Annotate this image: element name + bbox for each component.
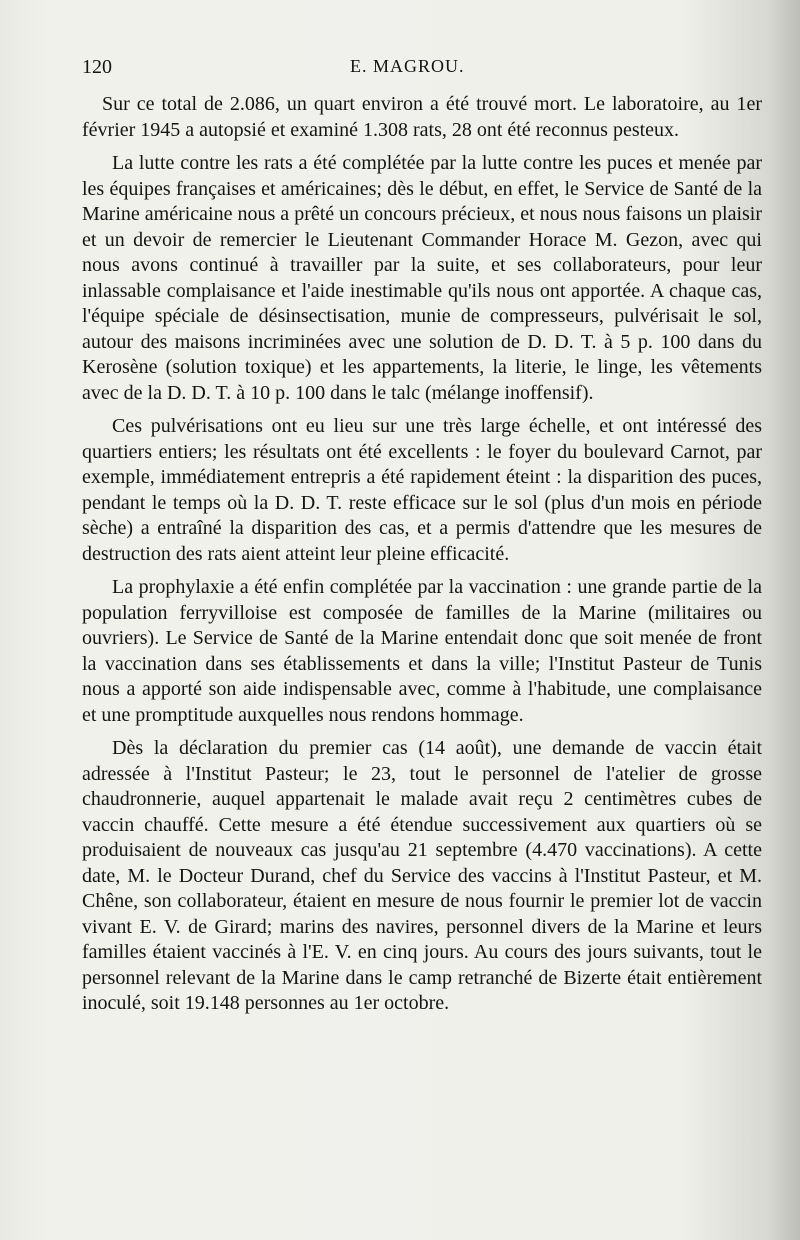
paragraph-flea-control: La lutte contre les rats a été complétée par la lutte contre les puces et menée par les équipes françaises et américaines; dès le début, en effet, le Service de Santé de la Marine américaine nous a prêté un concours précieux, et nous nous faisons un plaisir et un devoir de remercier le Lieutenant Commander Horace M. Gezon, avec qui nous avons continué à travailler par la suite, et ses collaborateurs, pour leur inlassable complaisance et l'aide inestimable qu'ils nous ont apportée. A chaque cas, l'équipe spéciale de désinsectisation, munie de compresseurs, pulvérisait le sol, autour des maisons incriminées avec une solution de D. D. T. à 5 p. 100 dans du Kerosène (solution toxique) et les appartements, la literie, le linge, les vêtements avec de la D. D. T. à 10 p. 100 dans le talc (mélange inoffensif).: [82, 152, 762, 404]
page-header: [82, 56, 760, 86]
paragraph-rat-autopsies: Sur ce total de 2.086, un quart environ a été trouvé mort. Le laboratoire, au 1er février 1945 a autopsié et examiné 1.308 rats, 28 ont été reconnus pesteux.: [82, 93, 762, 141]
body-text: [82, 92, 762, 1025]
page-number: 120: [82, 56, 112, 78]
paragraph-vaccination: La prophylaxie a été enfin complétée par la vaccination : une grande partie de la population ferryvilloise est composée de familles de la Marine (militaires ou ouvriers). Le Service de Santé de la Marine entendait donc que soit menée de front la vaccination dans ses établissements et dans la ville; l'Institut Pasteur de Tunis nous a apporté son aide indispensable avec, comme à l'habitude, une complaisance et une promptitude auxquelles nous rendons hommage.: [82, 576, 762, 726]
running-head: E. MAGROU.: [350, 56, 465, 76]
paragraph-spraying-results: Ces pulvérisations ont eu lieu sur une très large échelle, et ont intéressé des quartiers entiers; les résultats ont été excellents : le foyer du boulevard Carnot, par exemple, immédiatement entrepris a été rapidement éteint : la disparition des puces, pendant le temps où la D. D. T. reste efficace sur le sol (plus d'un mois en période sèche) a entraîné la disparition des cas, et a permis d'attendre que les mesures de destruction des rats aient atteint leur pleine efficacité.: [82, 415, 762, 565]
paragraph-vaccine-timeline: Dès la déclaration du premier cas (14 août), une demande de vaccin était adressée à l'Institut Pasteur; le 23, tout le personnel de l'atelier de grosse chaudronnerie, auquel appartenait le malade avait reçu 2 centimètres cubes de vaccin chauffé. Cette mesure a été étendue successivement aux quartiers où se produisaient de nouveaux cas jusqu'au 21 septembre (4.470 vaccinations). A cette date, M. le Docteur Durand, chef du Service des vaccins à l'Institut Pasteur, et M. Chêne, son collaborateur, étaient en mesure de nous fournir le premier lot de vaccin vivant E. V. de Girard; marins des navires, personnel divers de la Marine et leurs familles étaient vaccinés à l'E. V. en cinq jours. Au cours des jours suivants, tout le personnel relevant de la Marine dans le camp retranché de Bizerte était entièrement inoculé, soit 19.148 personnes au 1er octobre.: [82, 737, 762, 1014]
